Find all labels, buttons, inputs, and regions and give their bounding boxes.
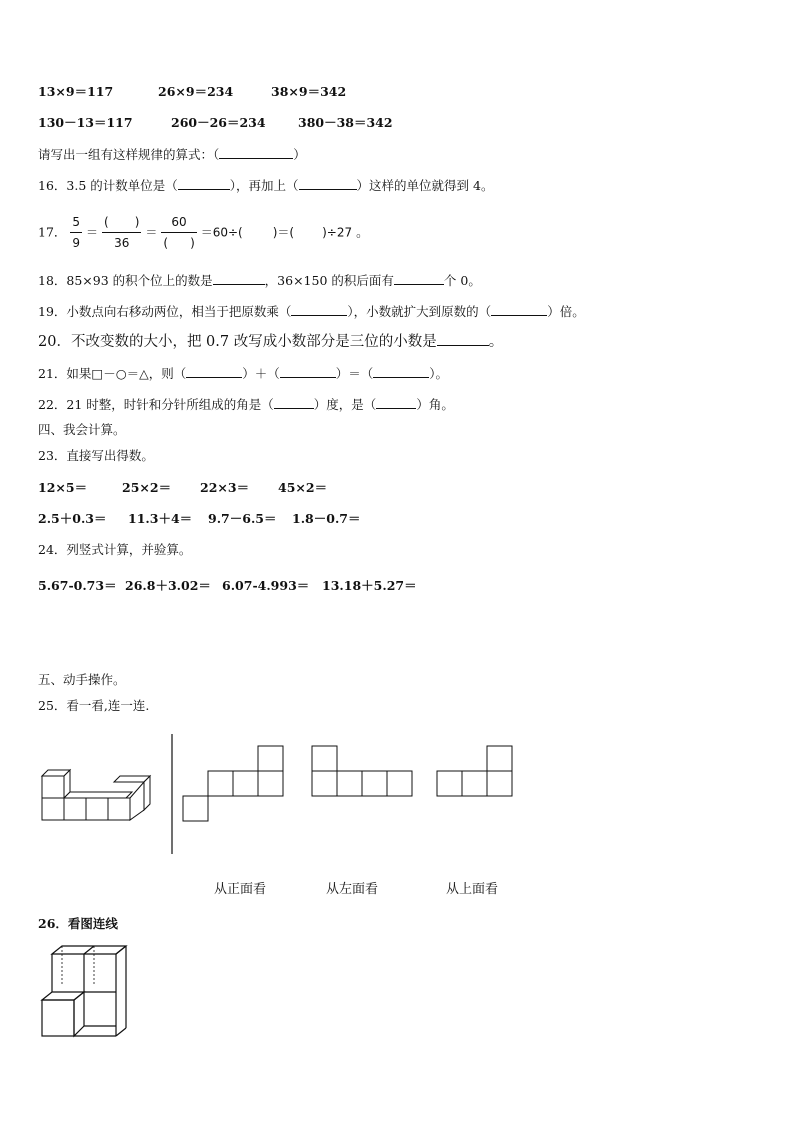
calc-item: 9.7－6.5＝ (208, 511, 277, 526)
pattern-eq: 38×9＝342 (271, 84, 347, 99)
q17-tail-3: )÷27 (322, 225, 353, 240)
q18-text-a: 18．85×93 的积个位上的数是 (38, 273, 213, 288)
q16-text-c: ）这样的单位就得到 4。 (356, 178, 494, 193)
q22-text-c: ）角。 (416, 397, 454, 412)
calc-item: 2.5＋0.3＝ (38, 511, 107, 526)
q21-text-d: ）。 (429, 366, 449, 381)
pattern-prompt (38, 146, 306, 163)
answer-blank[interactable] (373, 365, 429, 378)
answer-blank[interactable] (376, 396, 416, 409)
calc-item: 11.3＋4＝ (128, 511, 193, 526)
calc-item: 1.8－0.7＝ (292, 511, 361, 526)
prompt-text-end: ） (293, 147, 306, 162)
q21-text-b: ）＋（ (242, 366, 280, 381)
question-22 (38, 396, 454, 413)
section-4-heading: 四、我会计算。 (38, 422, 126, 437)
question-23-title: 23．直接写出得数。 (38, 448, 154, 463)
question-21 (38, 365, 448, 382)
calc-item: 25×2＝ (122, 480, 172, 495)
pattern-eq: 26×9＝234 (158, 84, 234, 99)
prompt-text: 请写出一组有这样规律的算式：（ (38, 147, 220, 162)
q19-text-a: 19．小数点向右移动两位，相当于把原数乘（ (38, 304, 292, 319)
calc-item: 6.07-4.993＝ (222, 578, 310, 593)
calc-item: 22×3＝ (200, 480, 250, 495)
q16-text-a: 16．3.5 的计数单位是（ (38, 178, 178, 193)
pattern-eq: 380－38＝342 (298, 115, 393, 130)
cube-figure-q26 (40, 944, 132, 1040)
question-17: 17． $\frac{5}{9}$ ＝ $\frac{( )}{36}$ ＝ $\frac{60}{( )}$ ＝60÷( )＝( )÷27 。 (38, 212, 369, 253)
fraction-denominator-blank[interactable]: ( ) (163, 236, 195, 250)
calc-item: 5.67-0.73＝ (38, 578, 117, 593)
answer-blank[interactable] (394, 272, 444, 285)
q17-number: 17． (38, 224, 67, 240)
answer-blank[interactable] (491, 303, 547, 316)
view-option-2[interactable] (311, 746, 413, 798)
pattern-eq: 130－13＝117 (38, 115, 133, 130)
q17-end: 。 (356, 224, 369, 240)
question-20 (38, 333, 503, 351)
fraction-blank-36 (102, 212, 141, 253)
pattern-eq: 13×9＝117 (38, 84, 114, 99)
label-left-view[interactable]: 从左面看 (326, 882, 379, 897)
fraction-60-blank (161, 212, 196, 253)
question-19 (38, 303, 585, 320)
question-24-title: 24．列竖式计算，并验算。 (38, 542, 192, 557)
fraction-numerator-blank[interactable]: ( ) (102, 212, 141, 233)
q21-text-a: 21．如果□－○＝△，则（ (38, 366, 187, 381)
q22-text-b: ）度，是（ (313, 397, 377, 412)
answer-blank[interactable] (178, 177, 230, 190)
fraction-denominator: 9 (72, 236, 81, 250)
question-18 (38, 272, 481, 289)
view-option-1[interactable] (183, 746, 283, 822)
label-top-view[interactable]: 从上面看 (446, 882, 499, 897)
q17-tail-2: )＝( (272, 225, 295, 240)
answer-blank[interactable] (280, 365, 336, 378)
answer-blank[interactable] (186, 365, 242, 378)
answer-blank[interactable] (219, 146, 293, 159)
q19-text-c: ）倍。 (547, 304, 585, 319)
q20-text-a: 20．不改变数的大小，把 0.7 改写成小数部分是三位的小数是 (38, 334, 437, 350)
q19-text-b: ），小数就扩大到原数的（ (347, 304, 492, 319)
fraction-5-9 (70, 212, 82, 253)
calc-item: 12×5＝ (38, 480, 88, 495)
answer-blank[interactable] (299, 177, 357, 190)
q17-tail-1: ＝60÷( (200, 225, 243, 240)
question-16 (38, 177, 493, 194)
q18-text-b: ，36×150 的积后面有 (264, 273, 394, 288)
calc-item: 45×2＝ (278, 480, 328, 495)
question-26-title: 26．看图连线 (38, 916, 118, 931)
q20-text-b: 。 (488, 334, 504, 350)
answer-blank[interactable] (274, 396, 314, 409)
pattern-eq: 260－26＝234 (171, 115, 266, 130)
view-option-3[interactable] (436, 746, 514, 798)
label-front-view[interactable]: 从正面看 (214, 882, 267, 897)
q22-text-a: 22．21 时整，时针和分针所组成的角是（ (38, 397, 274, 412)
q18-text-c: 个 0。 (443, 273, 481, 288)
fraction-denominator: 36 (114, 236, 130, 250)
answer-blank[interactable] (213, 272, 265, 285)
calc-item: 26.8＋3.02＝ (125, 578, 211, 593)
q16-text-b: ），再加上（ (229, 178, 299, 193)
question-25-title: 25．看一看,连一连. (38, 698, 150, 713)
fraction-numerator: 60 (161, 212, 196, 233)
fraction-numerator: 5 (70, 212, 82, 233)
cube-stack-figure (42, 768, 162, 828)
answer-blank[interactable] (291, 303, 347, 316)
section-5-heading: 五、动手操作。 (38, 672, 126, 687)
calc-item: 13.18＋5.27＝ (322, 578, 417, 593)
separator-line (170, 734, 174, 854)
q21-text-c: ）＝（ (335, 366, 374, 381)
answer-blank[interactable] (437, 333, 489, 346)
